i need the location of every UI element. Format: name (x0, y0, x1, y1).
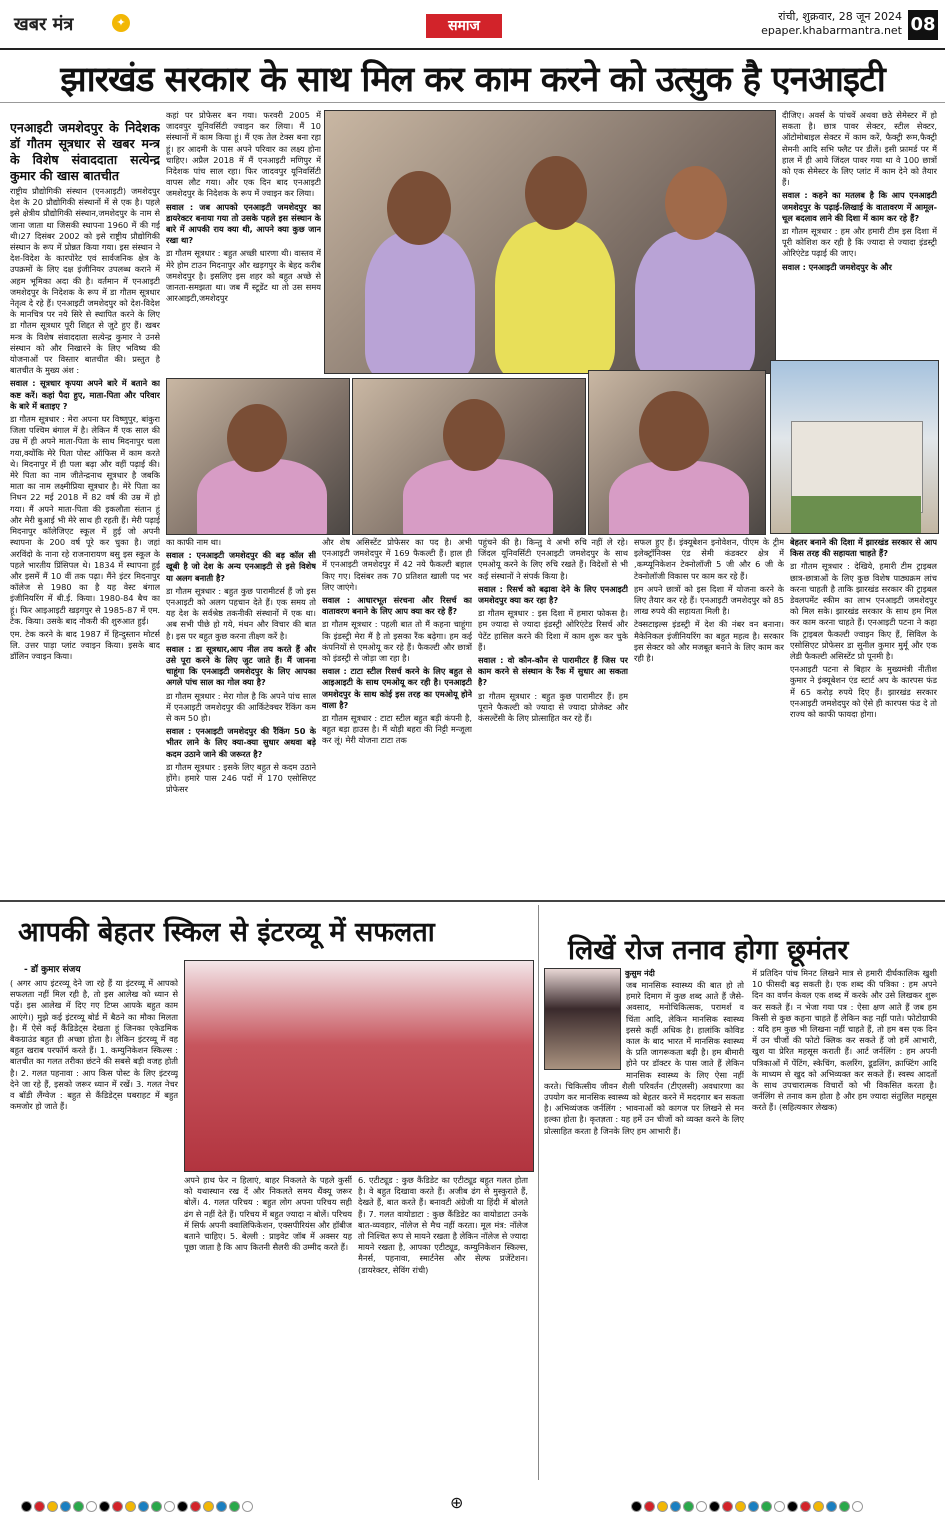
color-swatch (748, 1501, 759, 1512)
footer-registration (0, 1489, 945, 1517)
date: रांची, शुक्रवार, 28 जून 2024 (778, 10, 902, 23)
photo-director-2 (352, 378, 586, 535)
color-swatches-left (20, 1497, 254, 1516)
color-swatch (800, 1501, 811, 1512)
color-swatch (229, 1501, 240, 1512)
story1-col4 (322, 537, 472, 897)
story3-col2: में प्रतिदिन पांच मिनट लिखने मात्र से हमारी दीर्घकालिक खुशी 10 फीसदी बढ़ सकती है। एक शब्द की पत्रिका : हम अपने दिन का वर्णन केवल एक शब्द में करके और उसे लिखकर शुरू कर सकते हैं। न भेजा गया पत्र : ऐसा क्षण आते हैं जब हम किसी से कुछ कहना चाहते हैं लेकिन कह नहीं पाते। फोटोग्राफी : यदि हम कुछ भी लिखना नहीं चाहते हैं, तो हम बस एक दिन में उन चीजों की फोटो क्लिक कर सकते हैं जो हमें आभारी, खुश या प्रेरित महसूस कराती हैं। आर्ट जर्नलिंग : हम अपनी पत्रिकाओं में पेंटिंग, स्केचिंग, कलरिंग, डूडलिंग, क्राफ्टिंग आदि के माध्यम से खुद को अभिव्यक्त कर सकते हैं। स्वस्थ आदतों के साथ उपचारात्मक विचारों को भी विकसित करता है। जर्नलिंग से तनाव कम होता है और हम ज्यादा संतुलित महसूस करते हैं। (सहित्यकार लेखक) (752, 968, 937, 1113)
story1-col1 (10, 120, 160, 860)
story1-col5-p3: डा गौतम सूत्रधार : बहुत कुछ पारामीटर हैं। हम पूराने फैकल्टी को ज्यादा से ज्यादा प्रोजेक्ट और कंसल्टेंसी के लिए प्रोत्साहित कर रहे हैं। (478, 690, 628, 724)
story1-col7-p1: दीजिए। अवर्स के पांचवें अथवा छठे सेमेस्टर में हो सकता है। छात्र पावर सेक्टर, स्टील सेक्टर, ऑटोमोबाइल सेक्टर में काम करें, फैक्ट्री रूम,फैक्ट्री सेमनी आदि सभि फ्लैट पर डीलें। इसी फ्रामर्ड पर मैं हाल में ही आये जिंदल पावर गया था वे 100 छात्रों को एक सेमेस्टर के लिए प्लांट में काम देने को तैयार हैं। (782, 110, 937, 188)
logo: खबर मंत्र (14, 14, 74, 35)
story1-col1-q1: सवाल : सूत्रधार कृपया अपने बारे में बताने का कष्ट करें। कहां पैदा हुए, माता-पिता और परिवार के बारे में बताइए ? (10, 378, 160, 411)
section-label: समाज (426, 14, 502, 38)
color-swatch (203, 1501, 214, 1512)
story1-deck: एनआइटी जमशेदपुर के निदेशक डॉ गौतम सूत्रधार से खबर मन्त्र के विशेष संवाददाता सत्येन्द्र कुमार की खास बातचीत (10, 120, 160, 183)
column-divider (538, 905, 539, 1480)
story3-byline: कुसुम नंदी (625, 969, 655, 978)
story1-col2 (166, 110, 321, 372)
logo-badge-icon: ✦ (112, 14, 130, 32)
story1-col7-q1: सवाल : कहने का मतलब है कि आप एनआइटी जमशेदपुर के पढ़ाई-लिखाई के वातावरण में आमूल-चूल बदलाव लाने की दिशा में काम कर रहे हैं? (782, 190, 937, 223)
color-swatch (670, 1501, 681, 1512)
color-swatch (242, 1501, 253, 1512)
story2-headline: आपकी बेहतर स्किल से इंटरव्यू में सफलता (18, 917, 435, 948)
color-swatch (813, 1501, 824, 1512)
story1-col5-q1: सवाल : रिसर्च को बढ़ावा देने के लिए एनआइटी जमशेदपुर क्या कर रहा है? (478, 583, 628, 606)
story1-col7-p2: डा गौतम सूत्रधार : हम और हमारी टीम इस दिशा में पूरी कोशिश कर रही है कि ज्यादा से ज्यादा इंडस्ट्री ओरिएंटेड पढ़ाई की जाए। (782, 226, 937, 259)
color-swatch (839, 1501, 850, 1512)
story3-col1 (544, 980, 744, 1480)
story1-col1-p1: राष्ट्रीय प्रौद्योगिकी संस्थान (एनआइटी) जमशेदपुर देश के 20 प्रौद्योगिकी संस्थानों में से एक है। पहले इसे क्षेत्रीय प्रौद्योगिकी संस्थान,जमशेदपुर के नाम से जाना जाता था जिसकी स्थापना 1960 में की गई थी।27 दिसंबर 2002 को इसे राष्ट्रीय प्रौद्योगिकी संस्थान के रूप में प्रोन्नत किया गया। इस संस्थान ने देश-विदेश के कारपोरेट एवं सार्वजनिक क्षेत्र के उपक्रमों के लिए दक्ष इंजीनियर उपलब्ध कराने में अहम भूमिका अदा की है। वर्तमान में एनआइटी जमशेदपुर के निदेशक के रूप में डा गौतम सूत्रधार नेतृत्व दे रहे हैं। एनआइटी जमशेदपुर को देश-विदेश के मानचित्र पर नये सिरे से स्थापित करने के लिए डा गौतम सूत्रधार पूरी शिद्दत से जुटे हुए हैं। खबर मन्त्र के विशेष संवाददाता सत्येन्द्र कुमार ने उनसे संस्थान को और निखारने के लिए भविष्य की योजनाओं पर विस्तार बातचीत की। प्रस्तुत है बातचीत के मुख्य अंश : (10, 186, 160, 376)
story1-col3-p2: डा गौतम सूत्रधार : बहुत कुछ पारामीटर्स हैं जो इस एनआइटी को अलग पहचान देते हैं। एक समय तो यह देश के सर्वश्रेष्ठ तकनीकी संस्थानों में एक था। अब सभी पीछे हो गये, मंथन और विचार की बात है। इस पर बहुत कुछ करना तीक्ष्ण करें है। (166, 585, 316, 641)
story1-col3 (166, 537, 316, 897)
dateline (752, 10, 902, 38)
color-swatch (852, 1501, 863, 1512)
story1-col5-q2: सवाल : वो कौन-कौन से पारामीटर हैं जिस पर काम करने से संस्थान के रैंक में सुधार आ सकता है? (478, 655, 628, 688)
story1-headline: झारखंड सरकार के साथ मिल कर काम करने को उत्सुक है एनआइटी (60, 59, 885, 100)
color-swatch (826, 1501, 837, 1512)
color-swatch (657, 1501, 668, 1512)
section-divider (0, 900, 945, 902)
color-swatch (722, 1501, 733, 1512)
story3-col1-text: जब मानसिक स्वास्थ्य की बात हो तो हमारे दिमाग में कुछ शब्द आते हैं जैसे- अवसाद, मनोचिकित्सक, परामर्श व चिंता आदि, लेकिन मानसिक स्वास्थ्य इससे कहीं अधिक है। हालांकि कोविड काल के बाद भारत में मानसिक स्वास्थ्य के प्रति जागरूकता बढ़ी है। हम बीमारी होने पर डॉक्टर के पास जाते हैं लेकिन मानसिक स्वास्थ्य के लिए ऐसा नहीं करते। चिकित्सीय जीवन शैली परिवर्तन (टीएलसी) अवधारणा का उपयोग कर मानसिक स्वास्थ्य को बेहतर करने में मददगार बन सकता है। अभिव्यंजक जर्नलिंग : भावनाओं को कागज पर लिखने से मन हल्का होता है। कृतज्ञता : यह हमें उन चीजों को व्यक्त करने के लिए प्रोत्साहित करता है जिनके लिए हम आभारी हैं। (544, 980, 744, 1136)
color-swatch (190, 1501, 201, 1512)
photo-director-1 (166, 378, 350, 535)
color-swatch (34, 1501, 45, 1512)
color-swatch (138, 1501, 149, 1512)
story1-col7-p3: डा गौतम सूत्रधार : देखिये, हमारी टीम ट्राइबल छात्र-छात्राओं के लिए कुछ विशेष पाठ्यक्रम लांच करना चाहती है ताकि झारखंड सरकार की ट्राइबल डेवलपमेंट स्कीम का लाभ एनआइटी जमशेदपुर को मिल सके। झारखंड सरकार के साथ हम मिल कर काम करना चाहते हैं। एनआइटी पटना ने कहा कि ट्राइबल फैकल्टी ज्वाइन किए हैं, सिविल के एसोसिएट प्रोफेसर डा सुनील कुमार मुर्मू और एक लेडी फैकल्टी असिस्टेंट प्रो पूनमी है। (790, 561, 937, 662)
photo-director-3 (588, 370, 766, 535)
story1-col7-bottom (790, 537, 937, 897)
story1-col7-p4: एनआइटी पटना से बिहार के मुख्यमंत्री नीतीश कुमार ने इंक्यूबेशन एंड स्टार्ट अप के कारपस फंड में 65 करोड़ रुपये दिए हैं। झारखंड सरकार एनआइटी जमशेदपुर को ऐसे ही कारपस फंड दे तो राज्य को काफी फायदा होगा। (790, 664, 937, 720)
masthead (0, 0, 945, 50)
story1-col3-p3: डा गौतम सूत्रधार : मेरा गोल है कि अपने पांच साल में एनआइटी जमशेदपुर की आर्किटेक्चर रैंकिंग कम से कम 50 हो। (166, 690, 316, 724)
color-swatch (177, 1501, 188, 1512)
story2-byline: - डॉ कुमार संजय (24, 965, 81, 975)
color-swatch (112, 1501, 123, 1512)
story1-col7-q2: सवाल : एनआइटी जमशेदपुर के और (782, 261, 892, 272)
color-swatch (787, 1501, 798, 1512)
story1-col3-p4: डा गौतम सूत्रधार : इसके लिए बहुत से कदम उठाने होंगे। हमारे पास 246 पदों में 170 एसोसिएट प्रोफेसर (166, 761, 316, 795)
color-swatch (735, 1501, 746, 1512)
color-swatch (164, 1501, 175, 1512)
color-swatch (21, 1501, 32, 1512)
story1-col4-p1: और शेष असिस्टेंट प्रोफेसर का पद है। अभी एनआइटी जमशेदपुर में 169 फैकल्टी हैं। हाल ही में एनआइटी जमशेदपुर में 42 नये फैकल्टी बहाल किए गए। दिसंबर तक 70 प्रतिशत खाली पद भर लिए जाएंगे। (322, 537, 472, 592)
story1-col3-p1: का काफी नाम था। (166, 537, 222, 547)
color-swatches-right (630, 1497, 864, 1516)
story1-col5-p2: डा गौतम सूत्रधार : इस दिशा में हमारा फोकस है। हम ज्यादा से ज्यादा इंडस्ट्री ओरिएंटेड रिसर्च और पेटेंट हासिल करने की दिशा में काम शुरू कर चुके हैं। (478, 608, 628, 652)
story1-col4-p3: डा गौतम सूत्रधार : टाटा स्टील बहुत बड़ी कंपनी है, बहुत बड़ा हाउस है। मैं थोड़ी बहरा की निट्टी मन्जूला कर लूं। मेरी योजना टाटा तक (322, 713, 472, 746)
story2-col1: ( अगर आप इंटरव्यू देने जा रहे हैं या इंटरव्यू में आपको सफलता नहीं मिल रही है, तो इस आलेख को ध्यान से पढ़ें। इस आलेख में दिए गए टिप्स आपके बहुत काम आएंगे।) मुझे कई इंटरव्यू बोर्ड में बैठने का मौका मिलता है। मैं ऐसे कई कैंडिडेट्स देखता हूं जिनका एकेडमिक बैकग्राउंड बहुत ही अच्छा होता है। लेकिन इंटरव्यू में वह बहुत खराब परफॉर्म करते हैं। 1. कम्युनिकेशन स्किल्स : बातचीत का गलत तरीका छंटने की सबसे बड़ी वजह होती है। 2. गलत पहनावा : आप किस पोस्ट के लिए इंटरव्यू देने जा रहे हैं, इसको जरूर ध्यान में रखें। 3. गलत नेचर व बॉडी लैंग्वेज : बहुत से कैंडिडेट्स घबराहट में बहुत कमजोर हो जाते हैं। (10, 978, 178, 1112)
color-swatch (60, 1501, 71, 1512)
story1-col5-p1: पहुंचने की है। किन्तु वे अभी रुचि नहीं ले रहे। जिंदल यूनिवर्सिटी एनआइटी जमशेदपुर के साथ एमओयू करने के लिए रुचि रखते हैं। विदेशों से भी कई संस्थानों ने संपर्क किया है। (478, 537, 628, 581)
story1-col6-p1: सफल हुए हैं। इंक्यूबेशन इनोवेशन, पीएम के ट्रीम इलेक्ट्रॉनिक्स एंड सेमी कंडक्टर क्षेत्र में ,कम्प्यूनिकेशन टेक्नोलॉजी 5 जी और 6 जी के टेक्नोलॉजी विकास पर काम कर रहे हैं। (634, 537, 784, 581)
story1-col6-p3: टेक्सटाइल्स इंडस्ट्री में देश की नंबर वन बनाना। मैकेनिकल इंजीनियरिंग का बहुत महत्व है। सरकार इस सेक्टर को और मजबूत बनाने के लिए काम कर रही है। (634, 619, 784, 664)
color-swatch (125, 1501, 136, 1512)
story1-col2-p2: डा गौतम सूत्रधार : बहुत अच्छी धारणा थी। वास्तव में मेरे होम टाउन मिदनापुर और खड़गपुर के बेहद करीब जमशेदपुर है। इसलिए इस शहर को बहुत अच्छे से जानता-समझता था। जब मैं स्टूडेंट था तो उस समय आरआइटी,जमशेदपुर (166, 248, 321, 304)
story1-col7-top (782, 110, 937, 360)
color-swatch (73, 1501, 84, 1512)
color-swatch (696, 1501, 707, 1512)
page-number: 08 (908, 10, 938, 40)
story1-col3-q3: सवाल : एनआइटी जमशेदपुर की रैंकिंग 50 के भीतर लाने के लिए क्या-क्या सुधार अथवा बड़े कदम उठाने जाने की जरूरत है? (166, 726, 316, 759)
color-swatch (216, 1501, 227, 1512)
story1-col6 (634, 537, 784, 897)
story1-col4-q2: सवाल : टाटा स्टील रिसर्च करने के लिए बहुत से आइआइटी के साथ एमओयू कर रही है। एनआइटी जमशेदपुर के साथ कोई इस तरह का एमओयू होने वाला है? (322, 666, 472, 710)
website: epaper.khabarmantra.net (761, 24, 902, 37)
photo-students-group (184, 960, 534, 1172)
story1-col6-p2: हम अपने छात्रों को इस दिशा में योजना करने के लिए तैयार कर रहे हैं। एनआइटी जमशेदपुर को 85 लाख रुपये की सहायता मिली है। (634, 583, 784, 617)
color-swatch (644, 1501, 655, 1512)
story1-col2-p1: कहां पर प्रोफेसर बन गया। फरवरी 2005 में जादवपुर यूनिवर्सिटी ज्वाइन कर लिया। मैं 10 संस्थानों में काम किया हूं। मैं एक तेल टेक्स बना रहा हूं। हर आदमी के पास अपने परिवार का लक्ष्य होना चाहिए। अप्रैल 2018 में मैं एनआइटी मणिपुर में निदेशक पांच साल रहा। फिर जादवपुर यूनिवर्सिटी वापस लौट गया। और एक दिन बाद एनआइटी जमशेदपुर के निदेशक के रूप में ज्वाइन कर लिया। (166, 110, 321, 199)
story2-col3: 6. एटीट्यूड : कुछ कैंडिडेट का एटीट्यूड बहुत गलत होता है। वे बहुत दिखावा करते हैं। अजीब ढंग से मुस्कुराते हैं, देखते हैं, बात करते हैं। बनावटी अंग्रेजी या हिंदी में बोलते हैं। 7. गलत वायोडाटा : कुछ कैंडिडेट का वायोडाटा उनके बात-व्यवहार, नॉलेज से मैच नहीं करता। मूल मंत्र: नॉलेज तो निश्चित रूप से मायने रखता है लेकिन नॉलेज से ज्यादा मायने रखता है, आपका एटीट्यूड, कम्युनिकेशन स्किल्स, मैनर्स, पहनावा, स्मार्टनेस और सेल्फ प्रजेंटेशन। (डायरेक्टर, सेविंग रांची) (358, 1175, 528, 1275)
color-swatch (709, 1501, 720, 1512)
story1-col3-q2: सवाल : डा सूत्रधार,आप नील तय करते हैं और उसे पूरा करने के लिए जुट जाते हैं। मैं जानना चाहूंगा कि एनआइटी जमशेदपुर के लिए आपका अगले पांच साल का गोल क्या है? (166, 643, 316, 688)
story1-col5 (478, 537, 628, 897)
story3-headline: लिखें रोज तनाव होगा छूमंतर (568, 935, 849, 966)
crosshair-icon: ⊕ (450, 1493, 464, 1512)
photo-nit-building (770, 360, 939, 534)
story1-col7-q3: बेहतर बनाने की दिशा में झारखंड सरकार से आप किस तरह की सहायता चाहते हैं? (790, 537, 937, 559)
story1-col4-p2: डा गौतम सूत्रधार : पहली बात तो मैं कहना चाहूंगा कि इंडस्ट्री मेरा मैं है तो इसका रैंक बढ़ेगा। हम कई कंपनियों से एमओयू कर रहे हैं। फैकल्टी और छात्रों को इंडस्ट्री से जोड़ा जा रहा है। (322, 619, 472, 664)
color-swatch (47, 1501, 58, 1512)
color-swatch (151, 1501, 162, 1512)
color-swatch (631, 1501, 642, 1512)
color-swatch (99, 1501, 110, 1512)
rule (0, 102, 945, 103)
color-swatch (774, 1501, 785, 1512)
story2-col2: अपने हाथ फेर न हिलाएं, बाहर निकलते के पहले कुर्सी को यथास्थान रख दें और निकलते समय थैंक्यू जरूर बोलें। 4. गलत परिचय : बहुत लोग अपना परिचय सही ढंग से नहीं देते हैं। परिचय में बहुत ज्यादा न बोलें। परिचय में सिर्फ अपनी क्वालिफिकेशन, एक्सपीरियंस और हॉबीज बताने चाहिए। 5. बेल्ली : प्राइवेट जॉब में अक्सर यह पूछा जाता है कि आप कितनी सैलरी की उम्मीद करते हैं। (184, 1175, 352, 1253)
color-swatch (761, 1501, 772, 1512)
color-swatch (683, 1501, 694, 1512)
story1-col2-q1: सवाल : जब आपको एनआइटी जमशेदपुर का डायरेक्टर बनाया गया तो उसके पहले इस संस्थान के बारे में आपकी राय क्या थी, आपने क्या कुछ जान रखा था? (166, 201, 321, 246)
story1-col1-p2: डा गौतम सूत्रधार : मेरा अपना घर विष्णुपुर, बांकुरा जिला पश्चिम बंगाल में है। लेकिन मैं एक साल की उम्र में ही अपने माता-पिता के साथ मिदनापुर चला गया,क्योंकि मेरे पिता पोस्ट ऑफिस में काम करते थे। मिदनापुर में ही पला बढ़ा और वहीं पढ़ाई की। मेरे पिता का नाम जीतेन्द्रनाथ सूत्रधार है जबकि माता का नाम लक्ष्मीप्रिया सूत्रधार है। मेरे पिता का निधन 22 मई 2018 में 82 वर्ष की उम्र में हो गया। मैं अपने माता-पिता की इकलौता संतान हूं और मेरी बुआई भी मेरे साथ ही रहती हैं। मेरी पढ़ाई मिदनापुर कॉलेजिएट स्कूल में हुई जो अपनी स्थापना के 200 वर्ष पूरे कर चुका है। जहां अरविंदो के नाना रहे राजनारायण बसु इस स्कूल के पहले भारतीय प्रिंसिपल थे। 1834 में स्थापना हुई और इसमें मैं 10 वीं तक पढ़ा। मैंने इंटर मिदनापुर कॉलेज से 1980 का है यह वेस्ट बंगाल इंजीनियरिंग में बी.ई. किया। 1980-84 बैच का हूं। फिर आइआइटी खड़गपुर से 1985-87 में एम. टेक. किया। उसके बाद नौकरी की शुरुआत हुई। (10, 414, 160, 626)
photo-three-men (324, 110, 776, 374)
color-swatch (86, 1501, 97, 1512)
story1-col3-q1: सवाल : एनआइटी जमशेदपुर की बड़ कॉल सी खूबी है जो देश के अन्य एनआइटी से इसे विशेष या अलग बनाती है? (166, 550, 316, 583)
story1-col4-q1: सवाल : आधारभूत संरचना और रिसर्च का वातावरण बनाने के लिए आप क्या कर रहे हैं? (322, 595, 472, 617)
story1-col1-p3: एम. टेक करने के बाद 1987 में हिन्दुस्तान मोटर्स लि. उत्तर पाड़ा प्लांट ज्वाइन किया। इसके बाद डॉलिन ज्वाइन किया। (10, 628, 160, 662)
